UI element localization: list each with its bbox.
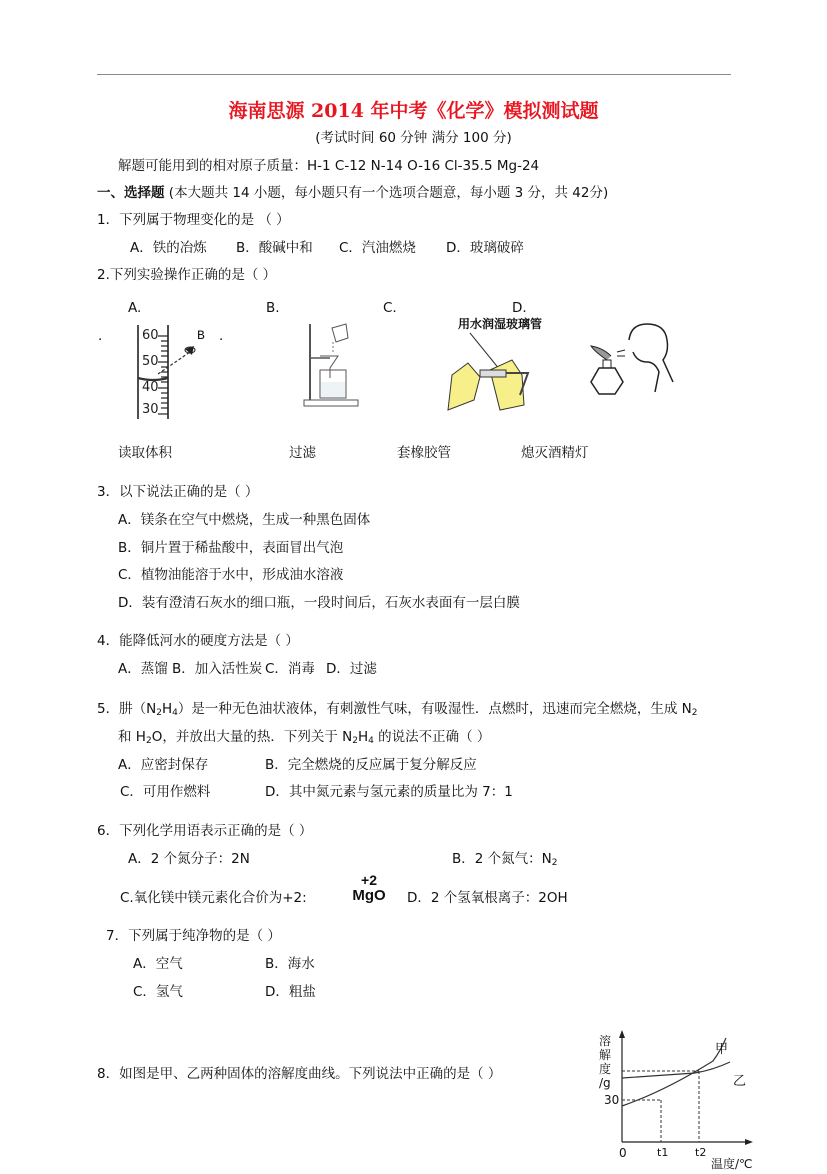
q5-option-a: A．应密封保存 [118,757,209,773]
q5-sub: 4 [172,708,178,718]
question-4-stem: 4．能降低河水的硬度方法是（ ） [97,633,299,649]
q5-text: O，并放出大量的热．下列关于 N [151,729,353,745]
y-label-4: /g [599,1076,611,1090]
section-description: (本大题共 14 小题，每小题只有一个选项合题意，每小题 3 分，共 42分) [168,185,609,201]
q4-option-d: D．过滤 [326,661,377,677]
q1-option-d: D．玻璃破碎 [446,240,524,256]
y-tick-30: 30 [604,1093,620,1107]
q1-option-a: A．铁的冶炼 [130,240,207,256]
q2-caption-c: 套橡胶管 [397,445,451,461]
q4-option-b: B．加入活性炭 [172,661,263,677]
q5-text: H [161,701,173,717]
curve-label-jia: 甲 [715,1042,729,1057]
x-tick-t2: t2 [695,1146,707,1159]
q6-option-c: C.氧化镁中镁元素化合价为+2: [120,890,307,906]
q5-option-c: C．可用作燃料 [120,784,211,800]
q6-option-a: A．2 个氮分子：2N [128,851,250,867]
q2-option-d-letter: D. [512,300,527,316]
question-1-stem: 1．下列属于物理变化的是 （ ） [97,212,290,228]
q5-sub: 2 [352,736,358,746]
question-8-stem: 8．如图是甲、乙两种固体的溶解度曲线。下列说法中正确的是（ ） [97,1066,502,1082]
valence-charge: +2 [361,872,377,888]
q5-text: 和 H [118,729,146,745]
stray-dot: . [98,328,103,344]
cylinder-tick-40: 40 [142,380,159,395]
curve-label-yi: 乙 [733,1074,747,1089]
question-6-stem: 6．下列化学用语表示正确的是（ ） [97,823,313,839]
q5-text: 的说法不正确（ ） [373,729,491,745]
q3-option-c: C．植物油能溶于水中，形成油水溶液 [118,567,344,583]
q3-option-a: A．镁条在空气中燃烧，生成一种黑色固体 [118,512,371,528]
stray-dot: . [219,328,224,344]
q1-option-c: C．汽油燃烧 [339,240,416,256]
q7-option-a: A．空气 [133,956,183,972]
x-axis-arrow [745,1139,753,1145]
question-7-stem: 7．下列属于纯净物的是（ ） [106,928,281,944]
y-label-2: 解 [599,1048,612,1062]
q2-option-a-letter: A. [128,300,142,316]
question-5-stem-line-2 [118,725,490,746]
question-2-stem: 2.下列实验操作正确的是（ ） [97,267,277,283]
figure-blow-out-lamp [585,322,680,402]
cylinder-tick-60: 60 [142,328,159,343]
cylinder-point-label: B [197,328,205,343]
section-heading [97,181,608,201]
q4-option-c: C．消毒 [265,661,315,677]
exam-info: (考试时间 60 分钟 满分 100 分) [315,130,512,146]
curve-yi [622,1062,730,1078]
atomic-masses: 解题可能用到的相对原子质量：H-1 C-12 N-14 O-16 Cl-35.5 Mg-24 [118,158,540,174]
q5-text: ）是一种无色油状液体，有刺激性气味，有吸湿性．点燃时，迅速而完全燃烧，生成 N [177,701,692,717]
q2-option-c-letter: C. [383,300,397,316]
q5-sub: 2 [691,708,698,718]
figure-tube-connection [440,315,543,415]
q3-option-d: D．装有澄清石灰水的细口瓶，一段时间后，石灰水表面有一层白膜 [118,595,520,611]
q2-caption-b: 过滤 [289,445,316,461]
y-label-1: 溶 [599,1034,612,1048]
tube-note: 用水润湿玻璃管 [458,317,543,331]
section-label: 一、选择题 [97,185,165,201]
q6-option-b [452,847,557,868]
q1-option-b: B．酸碱中和 [236,240,313,256]
filtration-drawing [300,318,370,410]
q5-option-b: B．完全燃烧的反应属于复分解反应 [265,757,477,773]
solubility-graph [595,1028,765,1170]
figure-filtration [300,318,370,410]
q6-option-b-sub: 2 [551,858,558,868]
question-5-stem-line-1 [97,697,697,718]
x-tick-t1: t1 [657,1146,669,1159]
curve-jia [622,1038,729,1106]
q5-option-d: D．其中氮元素与氢元素的质量比为 7：1 [265,784,513,800]
q7-option-d: D．粗盐 [265,984,316,1000]
q7-option-c: C．氢气 [133,984,183,1000]
q2-caption-d: 熄灭酒精灯 [521,445,589,461]
mgo-formula: MgO [352,887,386,904]
q5-text: H [357,729,369,745]
q7-option-b: B．海水 [265,956,315,972]
cylinder-tick-30: 30 [142,402,159,417]
q5-sub: 2 [156,708,162,718]
question-3-stem: 3．以下说法正确的是（ ） [97,484,259,500]
q2-caption-a: 读取体积 [118,445,172,461]
header-rule [97,74,731,75]
q3-option-b: B．铜片置于稀盐酸中，表面冒出气泡 [118,540,344,556]
cylinder-tick-50: 50 [142,354,159,369]
mgo-valence [349,874,389,904]
page-title: 海南思源 2014 年中考《化学》模拟测试题 [228,100,599,122]
x-tick-0: 0 [619,1146,627,1160]
y-label-3: 度 [599,1062,612,1076]
figure-graduated-cylinder [130,322,230,422]
q6-option-d: D．2 个氢氧根离子：2OH [407,890,568,906]
lamp-drawing [585,322,680,402]
y-axis-arrow [619,1030,625,1038]
q6-option-b-text: B．2 个氮气：N [452,851,552,867]
x-axis-label: 温度/℃ [711,1157,753,1171]
q5-sub: 4 [368,736,374,746]
q5-sub: 2 [145,736,152,746]
q4-option-a: A．蒸馏 [118,661,168,677]
q2-option-b-letter: B. [266,300,280,316]
q5-text: 5．肼（N [97,701,157,717]
